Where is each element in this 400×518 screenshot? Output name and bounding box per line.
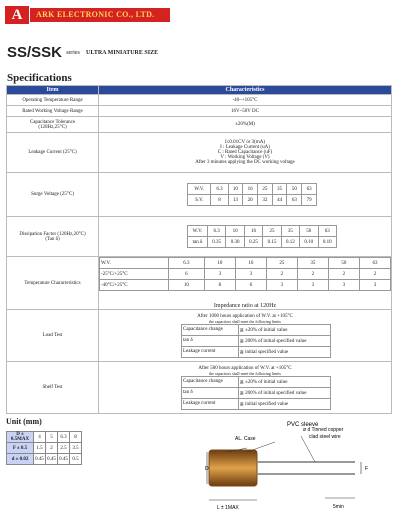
dimension-table xyxy=(6,431,82,465)
wire-label: ø d Tinned copper xyxy=(303,427,344,433)
surge-wv-cell: 16 xyxy=(243,184,258,195)
dim-row-label: d ± 0.02 xyxy=(7,454,34,465)
sleeve-label: PVC sleeve xyxy=(287,422,319,428)
df-wv-cell: 10 xyxy=(226,226,244,237)
shelf-test-limit: ≦ ±20% of initial value xyxy=(238,376,330,387)
df-value-cell: 0.12 xyxy=(281,237,299,248)
temp-cell: 2 xyxy=(359,269,390,280)
temp-header: 63 xyxy=(359,258,390,269)
temp-header: 16 xyxy=(235,258,266,269)
temp-cell: 3 xyxy=(235,269,266,280)
surge-sv-cell: 79 xyxy=(302,195,317,206)
temp-cell: 2 xyxy=(266,269,297,280)
temp-cell: 3 xyxy=(266,280,297,291)
leakage-line: After 3 minutes applying the DC working voltage xyxy=(195,160,295,165)
dim-row-label: D ± 0.5MAX xyxy=(7,432,34,443)
section-title: Specifications xyxy=(7,72,72,84)
dim-cell: 0.45 xyxy=(58,454,70,465)
temp-header: 50 xyxy=(328,258,359,269)
dim-cell: 0.45 xyxy=(34,454,46,465)
series-description: ULTRA MINIATURE SIZE xyxy=(86,50,159,57)
company-name: ARK ELECTRONIC CO., LTD. xyxy=(30,8,170,22)
shelf-test-item: Leakage current xyxy=(182,398,239,409)
load-test-intro-1: After 1000 hours application of W.V. at +105°C xyxy=(197,313,293,319)
sleeve-leader xyxy=(247,442,275,452)
temp-header: 10 xyxy=(204,258,235,269)
case-label: AL. Case xyxy=(235,436,256,442)
df-wv-cell: 63 xyxy=(318,226,337,237)
capacitance-label xyxy=(7,117,99,133)
shelf-test-label: Shelf Test xyxy=(7,362,99,414)
dim-cell: 6.3 xyxy=(58,432,70,443)
op-temp-label: Operating Temperature Range xyxy=(7,95,99,106)
dim-cell: 2 xyxy=(46,443,58,454)
capacitor-body xyxy=(209,450,257,486)
temperature-note: Impedance ratio at 120Hz xyxy=(213,303,277,309)
df-value-cell: 0.30 xyxy=(226,237,244,248)
leakage-line: I≤0.01CV or 3(mA) xyxy=(224,140,265,145)
dim-cell: 4 xyxy=(34,432,46,443)
load-test-item: Capacitance change xyxy=(182,324,239,335)
dim-row-label: F ± 0.5 xyxy=(7,443,34,454)
surge-wv-cell: 35 xyxy=(272,184,287,195)
length-label: L ± 1MAX xyxy=(217,505,239,511)
series-name: SS/SSK xyxy=(7,44,63,61)
surge-label: Surge Voltage (25°C) xyxy=(7,173,99,217)
surge-wv-cell: 63 xyxy=(302,184,317,195)
wire-label: clad steel wire xyxy=(309,434,341,440)
temp-cell: 2 xyxy=(328,269,359,280)
df-wv-cell: 16 xyxy=(244,226,262,237)
shelf-test-table xyxy=(181,376,331,410)
temp-cell: 8 xyxy=(204,280,235,291)
leakage-value xyxy=(99,133,392,173)
surge-sv-cell: 32 xyxy=(257,195,272,206)
temp-header: 25 xyxy=(266,258,297,269)
shelf-test-intro-1: After 500 hours application of W.V. at +105°C xyxy=(198,365,292,371)
temp-header: 35 xyxy=(297,258,328,269)
op-temp-value: -40~+105°C xyxy=(99,95,392,106)
df-wv-cell: 35 xyxy=(281,226,299,237)
leakage-line: V : Working Voltage (V) xyxy=(220,155,270,160)
leakage-line: C : Rated Capacitance (uF) xyxy=(217,150,273,155)
surge-sv-cell: 20 xyxy=(243,195,258,206)
spec-table xyxy=(6,85,392,414)
temp-cell: 6 xyxy=(235,280,266,291)
df-value-cell: 0.25 xyxy=(244,237,262,248)
df-tan-label: tan δ xyxy=(188,237,208,248)
load-test-item: Leakage current xyxy=(182,346,239,357)
capacitance-label-line2: (120Hz,25°C) xyxy=(38,124,67,130)
surge-sv-cell: 44 xyxy=(272,195,287,206)
shelf-test-item: tan δ xyxy=(182,387,239,398)
voltage-value: 16V~50V DC xyxy=(99,106,392,117)
dissipation-label-line2: (Tan δ) xyxy=(45,236,60,242)
df-value-cell: 0.35 xyxy=(207,237,225,248)
surge-sv-cell: 13 xyxy=(228,195,243,206)
pitch-label: F xyxy=(365,466,369,472)
temp-header: 6.3 xyxy=(169,258,205,269)
spec-header-characteristics: Characteristics xyxy=(99,86,392,95)
df-wv-cell: 50 xyxy=(300,226,318,237)
surge-wv-cell: 50 xyxy=(287,184,302,195)
dim-cell: 0.45 xyxy=(46,454,58,465)
temp-cell: 3 xyxy=(328,280,359,291)
shelf-test-item: Capacitance change xyxy=(182,376,239,387)
voltage-label: Rated Working Voltage Range xyxy=(7,106,99,117)
load-test-intro-2: the capacitors shall meet the following limits xyxy=(209,318,281,324)
unit-title: Unit (mm) xyxy=(6,417,42,426)
shelf-test-intro-2: the capacitors shall meet the following limits xyxy=(209,370,281,376)
surge-wv-cell: 25 xyxy=(257,184,272,195)
df-value-cell: 0.10 xyxy=(300,237,318,248)
dissipation-table xyxy=(187,225,337,248)
surge-value xyxy=(99,173,392,217)
lead-label: 5min xyxy=(333,504,344,510)
surge-sv-cell: 63 xyxy=(287,195,302,206)
dim-cell: 8 xyxy=(70,432,82,443)
load-test-value xyxy=(99,310,392,362)
df-wv-label: W.V. xyxy=(188,226,208,237)
spec-header-item: Item xyxy=(7,86,99,95)
capacitance-value: ±20%(M) xyxy=(99,117,392,133)
temperature-label: Temperature Characteristics xyxy=(7,257,99,310)
surge-wv-cell: 6.3 xyxy=(211,184,228,195)
temp-cell: 2 xyxy=(297,269,328,280)
leakage-line: I : Leakage Current (uA) xyxy=(220,145,270,150)
temp-cell: 3 xyxy=(359,280,390,291)
surge-sv-cell: 8 xyxy=(211,195,228,206)
capacitance-label-line1: Capacitance Tolerance xyxy=(29,119,76,125)
company-logo: A xyxy=(5,6,29,24)
load-test-item: tan δ xyxy=(182,335,239,346)
leakage-label: Leakage Current (25°C) xyxy=(7,133,99,173)
load-test-limit: ≦ initial specified value xyxy=(238,346,330,357)
df-value-cell: 0.10 xyxy=(318,237,337,248)
dim-cell: 3.5 xyxy=(70,443,82,454)
temp-cell: 10 xyxy=(169,280,205,291)
surge-wv-label: W.V. xyxy=(188,184,211,195)
dissipation-label-line1: Dissipation Factor (120Hz,20°C) xyxy=(19,231,86,237)
temp-row-label: -25°C/+25°C xyxy=(100,269,169,280)
temperature-table xyxy=(99,257,391,291)
shelf-test-limit: ≦ 200% of initial specified value xyxy=(238,387,330,398)
shelf-test-value xyxy=(99,362,392,414)
temp-cell: 3 xyxy=(204,269,235,280)
dissipation-value xyxy=(99,217,392,257)
capacitor-diagram xyxy=(205,418,395,514)
dim-cell: 1.5 xyxy=(34,443,46,454)
temp-header: W.V. xyxy=(100,258,169,269)
diameter-label: D xyxy=(205,466,209,472)
dim-cell: 0.5 xyxy=(70,454,82,465)
load-test-limit: ≦ ±20% of initial value xyxy=(238,324,330,335)
load-test-table xyxy=(181,324,331,358)
df-value-cell: 0.15 xyxy=(263,237,281,248)
temp-cell: 3 xyxy=(297,280,328,291)
page-title xyxy=(7,44,158,61)
dissipation-label xyxy=(7,217,99,257)
temp-cell: 6 xyxy=(169,269,205,280)
load-test-limit: ≦ 200% of initial specified value xyxy=(238,335,330,346)
df-wv-cell: 25 xyxy=(263,226,281,237)
shelf-test-limit: ≦ initial specified value xyxy=(238,398,330,409)
series-suffix: series xyxy=(66,50,80,57)
dim-cell: 2.5 xyxy=(58,443,70,454)
load-test-label: Load Test xyxy=(7,310,99,362)
surge-table xyxy=(187,183,317,206)
temperature-value xyxy=(99,257,392,310)
dim-cell: 5 xyxy=(46,432,58,443)
temp-row-label: -40°C/+25°C xyxy=(100,280,169,291)
surge-sv-label: S.V. xyxy=(188,195,211,206)
df-wv-cell: 6.3 xyxy=(207,226,225,237)
surge-wv-cell: 10 xyxy=(228,184,243,195)
